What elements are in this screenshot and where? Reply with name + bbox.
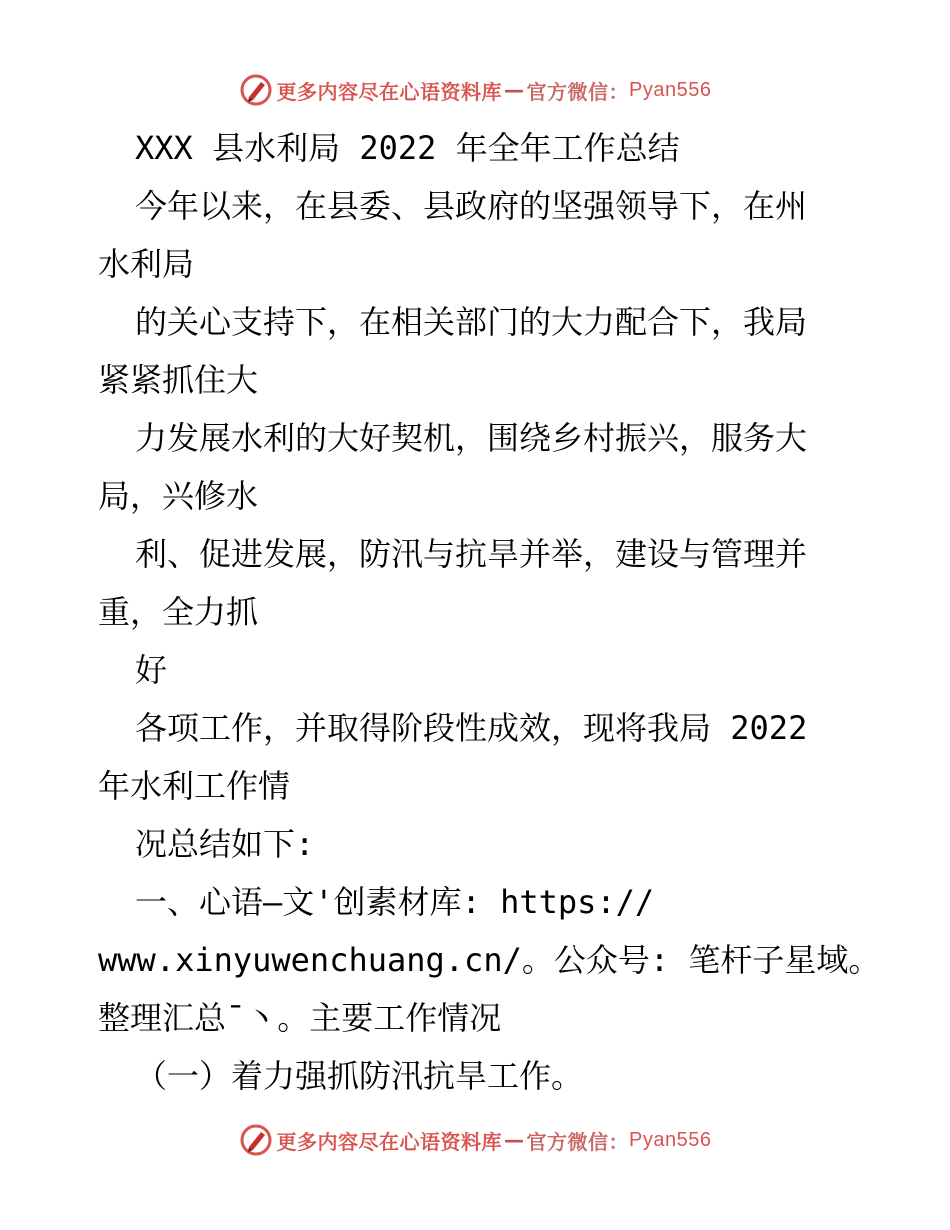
text-line: 水利局 bbox=[98, 245, 195, 283]
pen-logo-icon bbox=[239, 73, 273, 107]
watermark-wechat-id: Pyan556 bbox=[629, 1128, 712, 1151]
text-line: 重，全力抓 bbox=[98, 593, 259, 631]
watermark-official: 官方微信： bbox=[526, 1129, 630, 1154]
section-heading: 一、心语—文'创素材库: https:// bbox=[135, 883, 655, 921]
watermark-official: 官方微信： bbox=[526, 79, 630, 104]
pen-logo-icon bbox=[239, 1123, 273, 1157]
watermark-brand: 更多内容尽在心语资料库 bbox=[276, 1129, 503, 1154]
watermark-dash: — bbox=[504, 1128, 525, 1152]
text-line: 利、促进发展，防汛与抗旱并举，建设与管理并 bbox=[135, 535, 808, 573]
text-line: 好 bbox=[135, 651, 168, 689]
text-line: 局，兴修水 bbox=[98, 477, 259, 515]
text-line: 的关心支持下，在相关部门的大力配合下，我局 bbox=[135, 303, 808, 341]
watermark-wechat-id: Pyan556 bbox=[629, 78, 712, 101]
text-line: 年水利工作情 bbox=[98, 767, 291, 805]
watermark-header bbox=[0, 70, 950, 110]
watermark-footer bbox=[0, 1120, 950, 1160]
text-line: 整理汇总¯丶。主要工作情况 bbox=[98, 999, 502, 1037]
document-title: XXX 县水利局 2022 年全年工作总结 bbox=[135, 129, 680, 167]
watermark-brand: 更多内容尽在心语资料库 bbox=[276, 79, 503, 104]
text-line: www.xinyuwenchuang.cn/。公众号: 笔杆子星域。 bbox=[98, 941, 881, 979]
text-line: 今年以来，在县委、县政府的坚强领导下，在州 bbox=[135, 187, 808, 225]
text-line: 紧紧抓住大 bbox=[98, 361, 259, 399]
subsection-heading: （一）着力强抓防汛抗旱工作。 bbox=[135, 1057, 584, 1095]
text-line: 各项工作，并取得阶段性成效，现将我局 2022 bbox=[135, 709, 808, 747]
text-line: 况总结如下: bbox=[135, 825, 315, 863]
text-line: 力发展水利的大好契机，围绕乡村振兴，服务大 bbox=[135, 419, 808, 457]
watermark-dash: — bbox=[504, 78, 525, 102]
